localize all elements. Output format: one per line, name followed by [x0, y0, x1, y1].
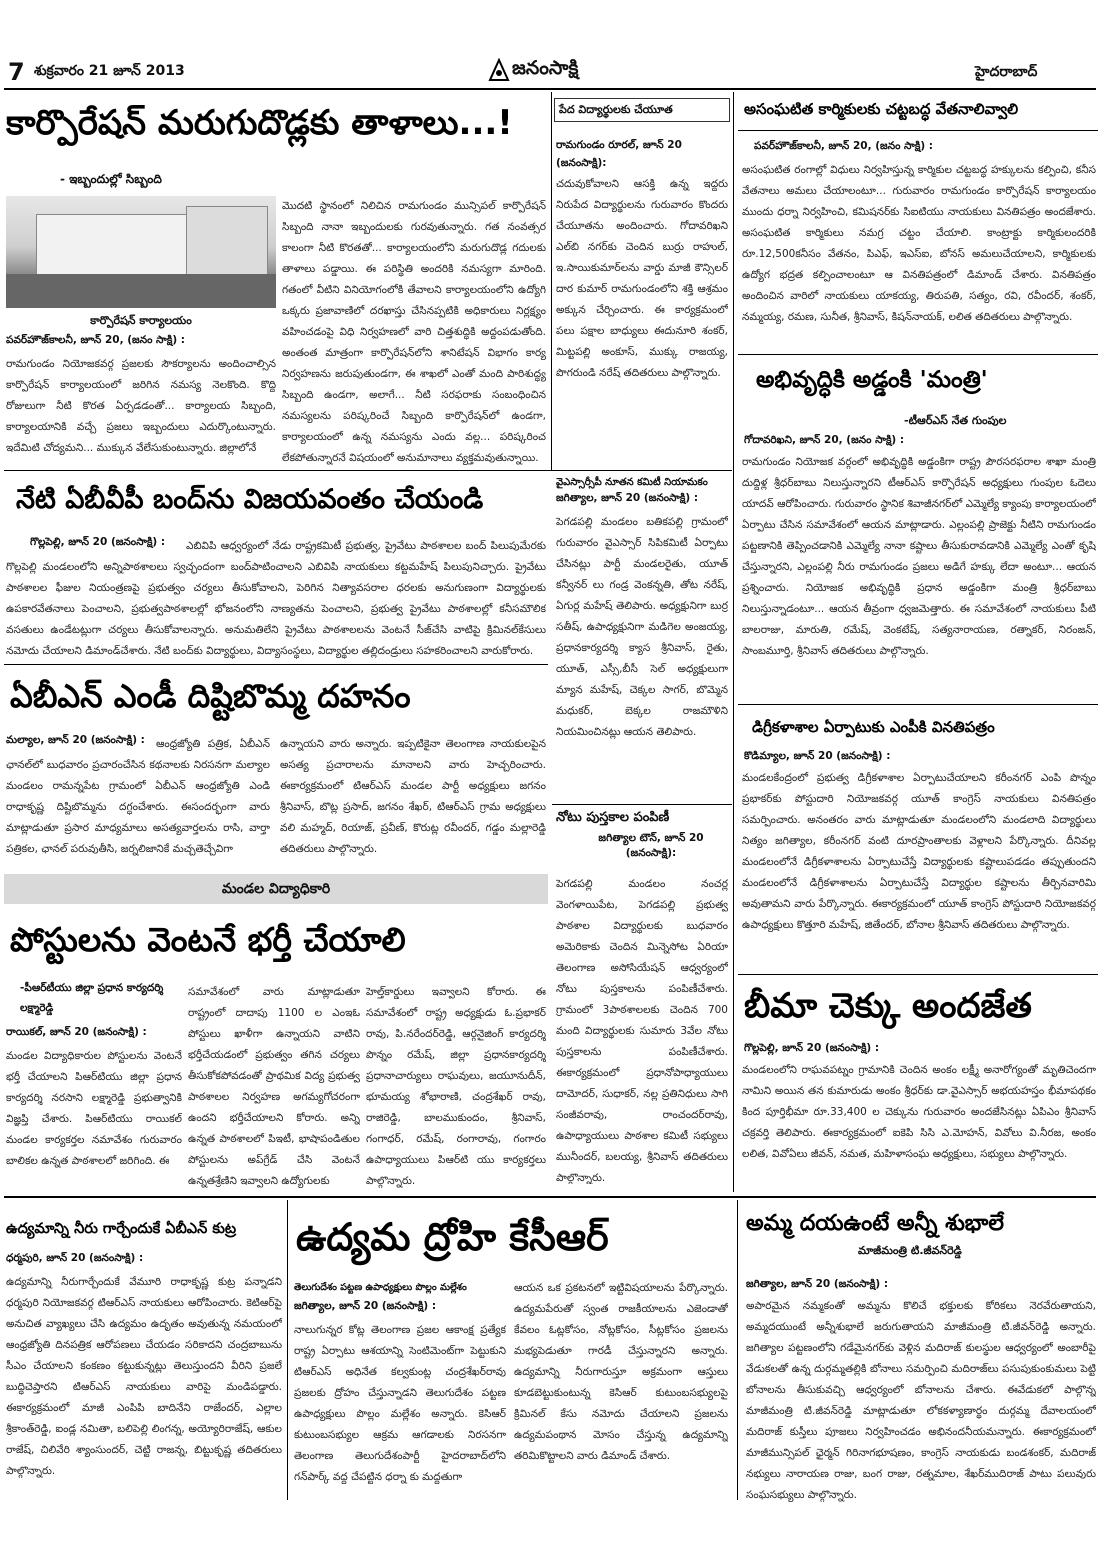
- headline: పోస్టులను వెంటనే భర్తీ చేయాలి: [10, 920, 406, 959]
- article-udyamam-water: [0, 1198, 286, 1508]
- dateline: గొల్లపెల్లి, జూన్ 20 (జనంసాక్షి) :: [744, 1042, 880, 1054]
- headline: ఉద్యమాన్ని నీరు గార్చేందుకే ఏబీఎన్ కుట్ర: [6, 1221, 237, 1237]
- divider: [738, 354, 1098, 355]
- dateline: రాయికల్, జూన్ 20 (జనంసాక్షి) :: [6, 1026, 147, 1038]
- brand-logo: [488, 55, 612, 85]
- body-text: ఎబివిపి ఆధ్వర్యంలో నేడు రాష్ట్రకమిటీ ప్రభుత్వ, ప్రైవేటు పాఠశాలల బంద్ పిలుపుమేరకు గొల్లపెల్లి మండలంలోని అన్నిపాఠశాలలు స్వచ్ఛందంగా బంద్‌పాటించాలని ఎబివిపి నాయకులు కట్టమహేష్ పిలుపునిచ్చారు. ప్రైవేటు పాఠశాలల ఫీజుల నియంత్రణపై ప్రభుత్వం చర్యలు తీసుకోవాలని, పెరిగిన నిత్యావసరాల ధరలకు అనుగుణంగా విద్యార్థులకు ఉపకారవేతనాలు పెంచాలని, ప్రభుత్వపాఠశాలల్లో భోజనంలోని నాణ్యతను పెంచాలని, ప్రభుత్వ ప్రైవేటు పాఠశాలల్లో కనీసమౌలిక వసతులు ఉండేటట్లుగా చర్యలు తీసుకోవాలన్నారు. అనుమతిలేని ప్రైవేటు పాఠశాలలను వెంటనే సీజ్‌చేసి వాటిపై క్రిమినల్‌కేసులు నమోదు చేయాలని డిమాండ్‌చేశారు. నేటి బంద్‌కు విద్యార్థులు, విద్యాసంస్థలు, విద్యార్థుల తల్లిదండ్రులు సహకరించాలని వారుకోరారు.: [6, 540, 546, 657]
- article-corporation: [0, 92, 550, 470]
- article-udyama-drohi: [288, 1198, 736, 1508]
- body-text: అపారమైన నమ్మకంతో అమ్మను కొలిచే భక్తులకు కోరికలు నెరవేరుతాయని, అమ్మదయుంటే అన్నీశుభాలే జరుగుతాయని మాజీమంత్రి టి.జీవన్‌రెడ్డి అన్నారు. జగిత్యాల పట్టణంలోని గడేమైనగర్‌కు వెళ్లిన మదిరాజ్ కులస్థుల ఆధ్వర్యంలో అంబారీపై వేడుకలతో ఉన్న దుర్గమ్మతల్లికి బోనాలు సమర్పించి మదిరాజ్‌లు పసుపుకుంకుమలు పెట్టి బోనాలను తీసుకువచ్చి ఆధ్వర్యంలో బోనాలను చేశారు. ఈవేడుకలో పాల్గొన్న మాజీమంత్రి టి.జీవన్‌రెడ్డి మాట్లాడుతూ లోకకళ్యాణార్థం దుర్గమ్మ దేవాలయంలో మదిరాజ్ కుస్తీలు పూజలు నిర్వహించడం అభినందనీయమన్నారు. ఈకార్యక్రమంలో మాజీమున్సిపల్ ఛైర్మన్ గిరినాగభూషణం, కాంగ్రెస్ నాయకుడు బండశంకర్, మదిరాజ్ నభ్యులు నారాయణ రాజు, బంగ రాజు, రత్నమాల, శేఖర్‌ముదిరాజ్ పాటు పలువురు సంఘసభ్యులు పాల్గొన్నారు.: [746, 1300, 1096, 1501]
- dateline: రామగుండం రూరల్, జూన్ 20 (జనంసాక్షి):: [556, 139, 682, 169]
- office-photo: [6, 196, 276, 308]
- headline: అభివృద్ధికి అడ్డంకి 'మంత్రి': [756, 367, 988, 393]
- subhead: మాజీమంత్రి టి.జీవన్‌రెడ్డి: [858, 1244, 962, 1257]
- headline: కార్పొరేషన్ మరుగుదొడ్లకు తాళాలు...!: [6, 103, 513, 143]
- divider: [738, 704, 1098, 705]
- body-text: నాలుగున్నర కోట్ల తెలంగాణ ప్రజల ఆకాంక్ష ప్రత్యేక రాష్ట్ర ఏర్పాటు ఆశయాన్ని సెంటిమెంట్‌గా పెట్టుకుని టిఆర్ఎస్ అధినేత కల్వకుంట్ల చంద్రశేఖర్‌రావు ప్రజలకు ద్రోహం చేస్తున్నాడని తెలుగుదేశం పట్టణ ఉపాధ్యక్షులు పొల్లం మల్లేశం అన్నారు. కెసిఆర్ కుటుంబసభ్యుల ఆక్రమ ఆగడాలకు నిరసనగా తెలంగాణ తెలుగుదేశంపార్టీ హైదరాబాద్‌లోని గన్‌పార్క్ వద్ద చేపట్టిన ధర్నా కు మద్దతుగా: [294, 1324, 506, 1483]
- dateline: జగిత్యాల టౌన్, జూన్ 20 (జనంసాక్షి):: [598, 832, 704, 859]
- body-text: ఆంధ్రజ్యోతి పత్రిక, ఏబీఎన్ ఛానల్‌లో బుధవారం ప్రచారంచేసిన కథనాలకు నిరసనగా మల్యాల మండలం రామన్నపేట గ్రామంలో ఏబీఎన్ ఆంధ్రజ్యోతి ఎండి రాధాకృష్ణ దిష్టిబొమ్మను దగ్ధంచేశారు. ఈసందర్భంగా వారు మాట్లాడుతూ ప్రసార మాధ్యమాలు అసత్యవార్తలను రాసి, వార్తా పత్రికల, ఛానల్ పరువుతీసి, జర్నలిజానికే మచ్చతెచ్చేవిగా: [6, 738, 270, 855]
- headline: ఉద్యమ ద్రోహి కేసీఆర్: [296, 1215, 609, 1259]
- kicker: నోటు పుస్తకాల పంపిణీ: [556, 810, 670, 825]
- body-text: మండలకేంద్రంలో ప్రభుత్వ డిగ్రీకళాశాల ఏర్పాటుచేయాలని కరీంనగర్ ఎంపి పొన్నం ప్రభాకర్‌కు పోస్టుదారి నియోజకవర్గ యూత్ కాంగ్రెస్ నాయకులు వినతిపత్రం సమర్పించారు. అనంతరం వారు మాట్లాడుతూ మండలంలోని మండలాది విద్యార్థులు నిత్యం జగిత్యాల, కరీంనగర్ వంటి దూరప్రాంతాలకు వెళ్లాలని పేర్కొన్నారు. దీనివల్ల మండలంలోనే డిగ్రీకళాశాలను ఏర్పాటుచేస్తే విద్యార్థులకు కష్టాలుపడడం తప్పుతుందని మండలంలోనే డిగ్రీకళాశాలను ఏర్పాటుచేస్తే విద్యార్థుల కష్టాలను తీర్చినవారిమి అవుతామని వారు పేర్కొన్నారు. ఈకార్యక్రమంలో యూత్ కాంగ్రెస్ పోస్టుదారి నియోజకవర్గ ఉపాధ్యక్షులు కొత్తూరి మహేష్, జితేందర్, బోనాల శ్రీనివాస్ తదితరులు పాల్గొన్నారు.: [742, 772, 1096, 931]
- city-name: హైదరాబాద్: [975, 64, 1038, 80]
- masthead-rule: [4, 88, 1096, 90]
- divider: [738, 130, 1098, 131]
- divider: [738, 974, 1098, 975]
- body-text: మండలంలోని రాఘవపట్నం గ్రామానికి చెందిన అంకం లక్ష్మీ అనారోగ్యంతో మృతిచెందగా నామిని అయిన తన కుమారుడు అంకం శ్రీధర్‌కు డా.వైఎస్సార్ అభయహస్తం భీమాపథకం కింద పూర్తిభీమా రూ.33,400 ల చెక్కును గురువారం అందజేసినట్లు ఏపిఎం శ్రీనివాస్ చక్రవర్తి తెలిపారు. ఈకార్యక్రమంలో ఐకెపి సిసి ఎ.మోహన్, వివోలు వి.నీరజ, అంకం లలిత, వివోఏలు జీవన్, నమత, మహిళాసంఘ అధ్యక్షులు, సభ్యులు పాల్గొన్నారు.: [742, 1064, 1096, 1160]
- kicker: వైఎస్సార్సీపీ నూతన కమిటీ నియామకం: [556, 477, 708, 488]
- dateline: జగిత్యాల, జూన్ 20 (జనంసాక్షి) :: [294, 1300, 437, 1312]
- headline: అసంఘటిత కార్మికులకు చట్టబద్ధ వేతనాలివ్వాలి: [744, 100, 1019, 118]
- dateline: గొల్లపెల్లి, జూన్ 20 (జనంసాక్షి) :: [30, 536, 166, 548]
- dateline: ధర్మపురి, జూన్ 20 (జనంసాక్షి) :: [6, 1252, 144, 1264]
- dateline: జగిత్యాల, జూన్ 20 (జనంసాక్షి) :: [556, 492, 699, 504]
- body-text: ఆయన ఒక ప్రకటనలో ఇట్టివిషయాలను పేర్కొన్నారు. ఉద్యమపేరుతో స్వంత రాజకీయాలను ఎజెండాతో కేవలం ఓట్లకోసం, నోట్లకోసం, సీట్లకోసం ప్రజలను మభ్యపెడుతూ గారడీ చేస్తున్నారని అన్నారు. ఉద్యమాన్ని నీరుగారుస్తూ అక్రమంగా ఆస్తులు కూడబెట్టుకుంటున్న కెసిఆర్ కుటుంబసభ్యులపై క్రిమినల్ కేసు నమోదు చేయాలని ప్రజలను ఉద్యమపంథాన మోసం చేస్తున్న ఉద్యమాన్ని తరిమికొట్టాలని వారు డిమాండ్ చేశారు.: [514, 1282, 728, 1462]
- column-right: [734, 92, 1100, 1192]
- headline: ఏబీఎన్ ఎండీ దిష్టిబొమ్మ దహనం: [10, 677, 411, 715]
- kicker: పేద విద్యార్థులకు చేయూత: [554, 98, 730, 122]
- photo-caption: కార్పొరేషన్ కార్యాలయం: [90, 314, 192, 327]
- headline: బీమా చెక్కు అందజేత: [744, 986, 1032, 1026]
- body-text: సమావేశంలో వారు మాట్లాడుతూ రాష్ట్రంలో దాదాపు 1100 ల ఎంఇఓ పోస్టులు ఖాళీగా ఉన్నాయని వాటిని భర్తీచేయడంలో ప్రభుత్వం తగిన చర్యలు తీసుకోకపోవడంతో ప్రాథమిక విద్య ప్రభుత్వ పాఠశాలల నిర్వహణ అగమ్యగోచరంగా ఉందని భర్తీచేయాలని కోరారు. అన్ని ఉన్నత పాఠశాలలో పిఇటీ, భాషాపండితుల పోస్టులను అప్‌గ్రేడ్ చేసి వెంటనే ఉన్నతశ్రేణిని ఇవ్వాలని ఉద్యోగులకు: [188, 986, 360, 1187]
- divider: [4, 470, 552, 471]
- kicker-bar: మండల విద్యాధికారి: [4, 874, 548, 904]
- body-text: మొదటి స్థానంలో నిలిచిన రామగుండం మున్సిపల్ కార్పొరేషన్ సిబ్బంది నానా ఇబ్బందులకు గురవుతున్నారు. గత నంవత్సర కాలంగా నీటి కొరతతో... కార్యాలయంలోని మరుగుదొడ్ల గదులకు తాళాలు పడ్డాయి. ఈ పరిస్థితి అందరికి నమస్యగా మారింది. గతంలో వీటిని వినియోగంలోకి తేవాలని కార్యాలయంలోని ఉద్యోగి ఒక్కరు ప్రజావాణిలో దరఖాస్తు చేసినప్పటికి అధికారులు నిర్లక్ష్యం వహించడంపై విధి నిర్వహణలో వారి చిత్తశుద్ధికి అద్దంపడుతోంది. అంతంత మాత్రంగా కార్పొరేషన్‌లోని శానిటేషన్ విభాగం కార్య నిర్వహణను జరుపుతుండగా, ఈ శాఖలో ఎంతో మంది పారిశుద్ధ్య సిబ్బంది ఉండగా, అలాగే... నీటి సరఫరాకు సంబంధించిన నమస్యలను పరిష్కరించే సిబ్బంది కార్పొరేషన్‌లో ఉండగా, కార్యాలయంలో ఉన్న నమస్యను ఎందు వల్ల... పరిష్కరించ లేకపోతున్నారనే విషయంలో అనుమానాలు వ్యక్తమవుతున్నాయి.: [282, 200, 546, 464]
- dateline: జగిత్యాల, జూన్ 20 (జనంసాక్షి) :: [746, 1278, 889, 1290]
- subhead: -పీఆర్‌టీయు జిల్లా ప్రధాన కార్యదర్శి లక్ష్మారెడ్డి: [20, 982, 164, 1014]
- subhead: -టీఆర్‌ఎస్ నేత గుంపుల: [904, 414, 1007, 427]
- brand-name: జనంసాక్షి: [512, 57, 579, 79]
- dateline: కొడిమ్యాల, జూన్ 20 (జనంసాక్షి) :: [744, 750, 891, 762]
- dateline: పవర్‌హౌజ్‌కాలనీ, జూన్ 20, (జనం సాక్షి) :: [754, 140, 934, 152]
- body-text: పెగడపల్లి మండలం నంచర్ల వెంగళాయిపేట, పెగడపల్లి ప్రభుత్వ పాఠశాల విద్యార్థులకు బుధవారం అమెరికాకు చెందిన మిన్నెసోట ఏరియా తెలంగాణ అసోసియేషన్ ఆధ్వర్యంలో నోటు పుస్తకాలను పంపిణీచేశారు. గ్రామంలో 3పాఠశాలలకు చెందిన 700 మంది విద్యార్థులకు సుమారు 3వేల నోటు పుస్తకాలను పంపిణీచేశారు. ఈకార్యక్రమంలో ప్రధానోపాధ్యాయులు దామోదర్, సుధాకర్, నల్ల ప్రతినిధులు సాగి సంజీవరావు, రాంచందర్‌రావు, ఉపాధ్యాయులు పాఠశాల కమిటీ సభ్యులు మునీందర్, బలయ్య, శ్రీనివాస్ తదితరులు పాల్గొన్నారు.: [556, 878, 728, 1184]
- dateline: మల్యాల, జూన్ 20 (జనంసాక్షి) :: [6, 734, 145, 746]
- headline: డిగ్రీకళాశాల ఏర్పాటుకు ఎంపీకి వినతిపత్రం: [752, 718, 995, 736]
- article-abvp: [0, 470, 733, 662]
- dateline: పవర్‌హౌజ్‌కాలనీ, జూన్ 20, (జనం సాక్షి) :: [6, 334, 186, 346]
- body-text: మండల విద్యాధికారుల పోస్టులను వెంటనే భర్తీ చేయాలని పిఆర్‌టియు జిల్లా ప్రధాన కార్యదర్శి నరసాని లక్ష్మారెడ్డి ప్రభుత్వానికి విజ్ఞప్తి చేశారు. పిఆర్‌టియు రాయికల్ మండల కార్యకర్తల నమావేశం గురువారం బాలికల ఉన్నత పాఠశాలలో జరిగింది. ఈ: [6, 1050, 182, 1167]
- page-number: 7: [8, 58, 25, 86]
- body-text: రామగుండం నియోజకవర్గ ప్రజలకు సౌకర్యాలను అందించాల్సిన కార్పొరేషన్ కార్యాలయంలో జరిగిన నమస్య నెలకొంది. కొద్ది రోజులుగా నీటి కొరత ఏర్పడడంతో... కార్యాలయ సిబ్బంది, కార్యాలయానికి వచ్చే ప్రజలు ఇబ్బందులు ఎదుర్కొంటున్నారు. ఇదేమిటి చోద్యమని... ముక్కున వేలేసుకుంటున్నారు. జిల్లాలోనే: [6, 358, 276, 454]
- body-text: అసంఘటిత రంగాల్లో విధులు నిర్వహిస్తున్న కార్మికుల చట్టబద్ధ హక్కులను కల్పించి, కనీస వేతనాలు అమలు చేయాలంటూ... గురువారం రామగుండం కార్పొరేషన్ కార్యాలయం ముందు ధర్నా నిర్వహించి, కమిషనర్‌కు సిఐటియు నాయకులు వినతిపత్రం అందజేశారు. అసంఘటిత కార్మికులు నమగ్ర చట్టం చేయాలి. కాంట్రాక్టు కార్మికులందరికి రూ.12,500కనీసం వేతనం, పిఎఫ్, ఇఎస్ఐ, బోనస్ అమలుచేయాలని, కార్మికులకు ఉద్యోగ భద్రత కల్పించాలంటూ ఆ వినతిపత్రంలో డిమాండ్ చేశారు. వినతిపత్రం అందించిన వారిలో నాయకులు యాకయ్య, తిరుపతి, సత్యం, రవి, రవీందర్, శంకర్, నమ్మయ్య, రమణ, సునీత, శ్రీనివాస్, కిషన్‌నాయక్, లలిత తదితరులు పాల్గొన్నారు.: [742, 164, 1096, 323]
- body-text: ఉద్యమాన్ని నీరుగార్చేందుకే వేమూరి రాధాకృష్ణ కుట్ర పన్నాడని ధర్మపురి నియోజకవర్గ టిఆర్ఎస్ నాయకులు ఆరోపించారు. కెటిఆర్‌పై అనుచిత వ్యాఖ్యలు చేసి ఉద్యమం ఉదృతం అవుతున్న నమయంలో ఆంధ్రజ్యోతి దినపత్రిక ఆరోపణలు చేయడం సరికాదని చంద్రబాబును సీఎం చేయాలని కంకణం కట్టుకున్నట్లు తెలుస్తుందని వీరిని ప్రజలే బుద్ధిచెప్తారని టిఆర్ఎస్ నాయకులు వారిపై మండిపడ్డారు. ఈకార్యక్రమంలో మాజీ ఎంపిపి బాదినేని రాజేందర్, ఎల్లాల శ్రీకాంత్‌రెడ్డి, ఐండ్ల నమితా, బలిపెల్లి లింగన్న, అయ్యోరిరాజేష్, ఆకుల రాజేష్, చిలివేరి శ్యాంసుందర్, చెట్టి రాజన్న, బిట్టుకృష్ణ తదితరులు పాల్గొన్నారు.: [6, 1276, 282, 1477]
- body-text: రామగుండం నియోజక వర్గంలో అభివృద్ధికి అడ్డంకిగా రాష్ట్ర పౌరసరఫరాల శాఖా మంత్రి దుద్దిళ్ల శ్రీధర్‌బాబు నిలుస్తున్నారని టీఆర్‌ఎస్ కార్పొరేషన్ అధ్యక్షులు గుంపుల ఓదెలు యాదవ్ ఆరోపించారు. గురువారం స్థానిక శివాజీనగర్‌లో ఎమ్మెల్యే క్యాంపు కార్యాలయంలో ఏర్పాటు చేసిన సమావేశంలో ఆయన మాట్లాడారు. ఎల్లంపల్లి ప్రాజెక్టు నీటిని రామగుండం పట్టణానికి తెప్పించడానికి ఎమ్మెల్యే నానా కష్టాలు తీసుకురావడానికి ఎమ్మెల్యే ఎంతో కృషి చేస్తున్నారని, ఎల్లంపల్లి నీరు రామగుండం ప్రజలు అడిగే హక్కు లేదా అంటూ... ఆయన ప్రశ్నించారు. నియోజక అభివృద్ధికి ప్రధాన అడ్డంకిగా మంత్రి శ్రీధర్‌బాబు నిలుస్తున్నాడంటూ... ఆయన తీవ్రంగా ధ్వజమెత్తారు. ఈ సమావేశంలో నాయకులు పీటి బాలరాజు, మారుతి, రమేష్, వెంకటేష్, సత్యనారాయణ, రత్నాకర్, నిరంజన్, సాంబమూర్తి, శ్రీనివాస్ తదితరులు పాల్గొన్నారు.: [742, 456, 1096, 657]
- divider: [552, 804, 732, 805]
- body-text: పెగడపల్లి మండలం బతికపల్లి గ్రామంలో గురువారం వైఎస్సార్ సిపికమిటీ ఏర్పాటు చేసినట్లు పార్టీ మండలరైతు, యూత్ కన్వీనర్ లు గండ్ర వెంకన్నతి, తోట నరేష్, ఏగుర్ల మహేష్ తెలిపారు. అధ్యక్షునిగా బుర్ర సతీష్, ఉపాధ్యక్షునిగా మడిగెల అంజయ్య, ప్రధానకార్యదర్శి క్యాస శ్రీనివాస్, రైతు, యూత్, ఎస్సీ,బీసీ సెల్ అధ్యక్షులుగా మ్యాన మహేష్, చెక్కల సాగర్, బొమ్మెన మధుకర్, బెక్కల రాజమౌళిని నియమించినట్లు ఆయన తెలిపారు.: [556, 516, 728, 738]
- logo-emblem-icon: [488, 58, 510, 82]
- body-text: హెల్త్‌కార్డులు ఇవ్వాలని కోరారు. ఈ సమావేశంలో రాష్ట్ర అధ్యక్షుడు ఓ.ప్రభాకర్ రావు, పి.నరేందర్‌రెడ్డి, ఆర్గనైజింగ్ కార్యదర్శి పొన్నం రమేష్, జిల్లా ప్రధానకార్యదర్శి ప్రధానాచార్యులు రాఘవులు, జయూనుదీన్, భూమయ్య శోభారాణి, చంద్రశేఖర్ రావు, రాజిరెడ్డి, బాలముకుందం, శ్రీనివాస్, గంగాధర్, రమేష్, రంగారావు, గంగారం ఉపాధ్యాయులు పిఆర్‌టి యు కార్యకర్తలు పాల్గొన్నారు.: [366, 986, 546, 1187]
- issue-date: శుక్రవారం 21 జూన్ 2013: [34, 63, 185, 79]
- body-text: ఉన్నాయని వారు అన్నారు. ఇప్పటికైనా తెలంగాణ నాయకులపైన అసత్య ప్రచారాలను మానాలని వారు హెచ్చరించారు. ఈకార్యక్రమంలో టిఆర్ఎస్ మండల పార్టీ అధ్యక్షులు జగనం శ్రీనివాస్, బొట్ల ప్రసాద్, జగనం శేఖర్, టిఆర్ఎస్ గ్రామ అధ్యక్షులు వలి మహ్మద్, రియాజ్, ప్రవీణ్, కొరుట్ల రవీందర్, గడ్డం మల్లారెడ్డి తదితరులు పాల్గొన్నారు.: [280, 738, 546, 855]
- subhead: - ఇబ్బందుల్లో సిబ్బంది: [60, 172, 162, 186]
- headline: నేటి ఏబీవీపీ బంద్‌ను విజయవంతం చేయండి: [16, 484, 484, 515]
- article-posts: [0, 866, 550, 1196]
- body-text: చదువుకోవాలని ఆసక్తి ఉన్న ఇద్దరు నిరుపేద విద్యార్థులను గురువారం కొందరు చేయూతను అందించారు. గోదావరిఖని ఎల్‌బి నగర్‌కు చెందిన బుర్రు రాహుల్, ఇ.సాయికుమార్‌లను వార్డు మాజీ కౌన్సిలర్ దార కుమార్ రామగుండంలోని శక్తి ఆశ్రమం అక్కున చేర్చించారు. ఈ కార్యక్రమంలో పలు పక్షాల బాధ్యులు ఈదునూరి శంకర్, మిట్టపల్లి అంకూస్, ముక్కు రాజయ్య, పొగరుండి నరేష్ తదితరులు పాల్గొన్నారు.: [556, 178, 728, 379]
- headline: అమ్మ దయఉంటే అన్నీ శుభాలే: [746, 1211, 1004, 1236]
- article-abn: [0, 662, 550, 862]
- kicker: తెలుగుదేశం పట్టణ ఉపాధ్యక్షులు పొల్లం మల్లేశం: [294, 1282, 467, 1293]
- article-amma: [738, 1198, 1100, 1508]
- divider: [4, 664, 548, 665]
- masthead: [0, 0, 1100, 92]
- dateline: గోదావరిఖని, జూన్ 20, (జనం సాక్షి) :: [744, 434, 905, 446]
